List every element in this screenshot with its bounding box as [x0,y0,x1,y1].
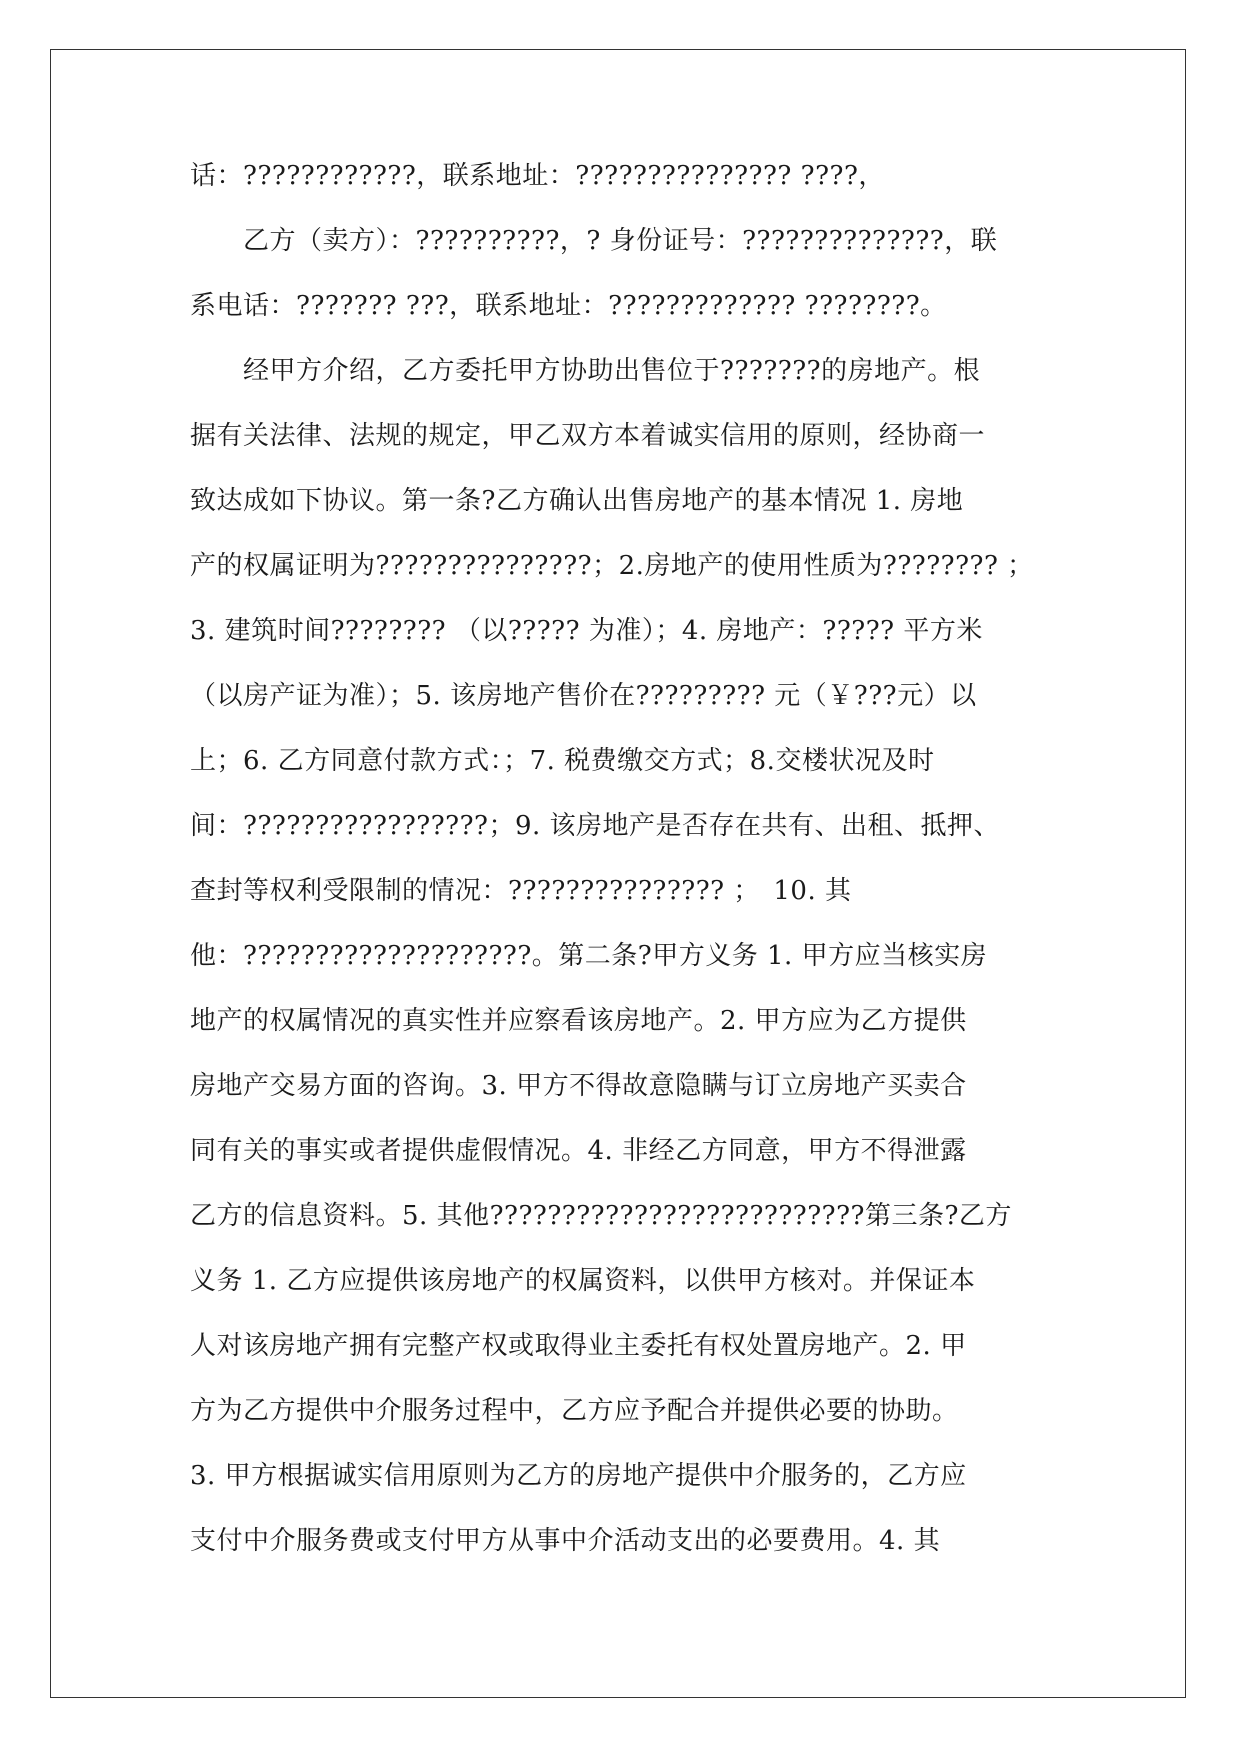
text-line: 致达成如下协议。第一条?乙方确认出售房地产的基本情况 1. 房地 [190,486,964,516]
text-line: 人对该房地产拥有完整产权或取得业主委托有权处置房地产。2. 甲 [190,1331,967,1361]
text-line: 据有关法律、法规的规定，甲乙双方本着诚实信用的原则，经协商一 [190,421,986,451]
text-line: 产的权属证明为???????????????；2.房地产的使用性质为???????? ； [190,551,1034,581]
text-line: 地产的权属情况的真实性并应察看该房地产。2. 甲方应为乙方提供 [190,1006,967,1036]
text-line: 同有关的事实或者提供虚假情况。4. 非经乙方同意，甲方不得泄露 [190,1136,967,1166]
text-line: 查封等权利受限制的情况：??????????????? ； 10. 其 [190,876,852,906]
text-line: 乙方（卖方）：??????????，? 身份证号：??????????????，联 [190,226,998,256]
text-line: 系电话：??????? ???，联系地址：????????????? ????????。 [190,291,947,321]
text-line: 上；6. 乙方同意付款方式：；7. 税费缴交方式；8.交楼状况及时 [190,746,935,776]
text-line: 话：????????????，联系地址：??????????????? ????， [190,161,885,191]
text-line: 间：?????????????????；9. 该房地产是否存在共有、出租、抵押、 [190,811,1001,841]
text-line: 支付中介服务费或支付甲方从事中介活动支出的必要费用。4. 其 [190,1526,941,1556]
text-line: 3. 甲方根据诚实信用原则为乙方的房地产提供中介服务的，乙方应 [190,1461,967,1491]
text-line: 义务 1. 乙方应提供该房地产的权属资料，以供甲方核对。并保证本 [190,1266,976,1296]
text-line: 他：????????????????????。第二条?甲方义务 1. 甲方应当核实房 [190,941,988,971]
text-line: 3. 建筑时间???????? （以????? 为准）；4. 房地产：????? 平方米 [190,616,983,646]
text-line: 方为乙方提供中介服务过程中，乙方应予配合并提供必要的协助。 [190,1396,959,1426]
text-line: 房地产交易方面的咨询。3. 甲方不得故意隐瞒与订立房地产买卖合 [190,1071,967,1101]
text-line: （以房产证为准）；5. 该房地产售价在????????? 元（￥???元）以 [190,681,977,711]
text-line: 经甲方介绍，乙方委托甲方协助出售位于???????的房地产。根 [190,356,981,386]
contract-body [190,158,1090,1588]
text-line: 乙方的信息资料。5. 其他??????????????????????????第三条?乙方 [190,1201,1012,1231]
